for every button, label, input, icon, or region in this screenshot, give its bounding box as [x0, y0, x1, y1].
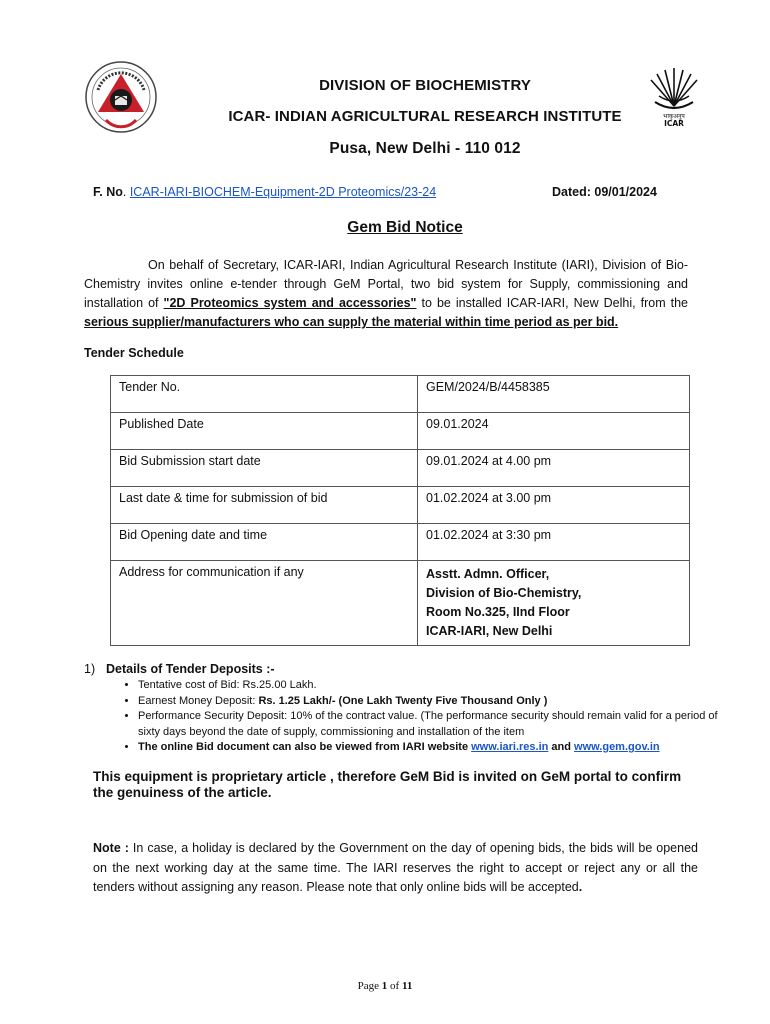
deposits-list	[120, 678, 718, 756]
table-cell-value: 09.01.2024 at 4.00 pm	[418, 450, 690, 487]
dated: Dated: 09/01/2024	[552, 185, 657, 199]
intro-text-2: to be installed ICAR-IARI, New Delhi, from the	[416, 296, 689, 310]
table-cell-key: Published Date	[111, 413, 418, 450]
file-number-link[interactable]: ICAR-IARI-BIOCHEM-Equipment-2D Proteomics/23-24	[129, 185, 437, 199]
file-number	[93, 185, 436, 199]
address-line: Asstt. Admn. Officer,	[426, 567, 550, 581]
performance-security: Performance Security Deposit: 10% of the contract value. (The performance security should remain valid for a period of sixty days beyond the date of supply, commissioning and installation of the item	[138, 710, 718, 738]
page-number: 1	[381, 980, 388, 992]
note-end: .	[578, 880, 583, 894]
tender-schedule-label: Tender Schedule	[84, 346, 184, 360]
note-paragraph	[93, 839, 698, 898]
page-of: of	[387, 980, 402, 992]
emd-label: Earnest Money Deposit:	[138, 694, 259, 707]
file-number-label: F. No	[93, 185, 123, 199]
table-cell-key: Bid Opening date and time	[111, 524, 418, 561]
division-title: DIVISION OF BIOCHEMISTRY	[319, 77, 531, 94]
tender-schedule-table	[110, 375, 690, 646]
and-text: and	[548, 741, 575, 753]
table-row	[111, 524, 690, 561]
list-item	[138, 709, 718, 740]
table-row	[111, 487, 690, 524]
table-cell-key: Last date & time for submission of bid	[111, 487, 418, 524]
table-row	[111, 376, 690, 413]
institute-address: Pusa, New Delhi - 110 012	[329, 140, 521, 157]
section-heading: Details of Tender Deposits :-	[106, 662, 275, 676]
section-number: 1)	[84, 662, 96, 676]
table-row	[111, 450, 690, 487]
table-cell-value: GEM/2024/B/4458385	[418, 376, 690, 413]
table-cell-key: Tender No.	[111, 376, 418, 413]
address-line: Room No.325, IInd Floor	[426, 605, 570, 619]
page-total: 11	[401, 980, 413, 992]
note-text: In case, a holiday is declared by the Government on the day of opening bids, the bids will be opened on the next working day at the same time. The IARI reserves the right to accept or reject any or all the tenders without assigning any reason. Please note that only online bids will be accepted	[93, 841, 698, 894]
svg-text:ICAR: ICAR	[664, 119, 684, 128]
notice-title: Gem Bid Notice	[347, 219, 463, 236]
list-item	[138, 694, 718, 710]
table-row	[111, 561, 690, 646]
intro-text-1: On behalf of Secretary, ICAR-IARI, Indian Agricultural Research Institute (IARI), Division of Bio-Chemistry invites online e-tender through GeM Portal, two bid system for Supply, commissioning and installation of	[84, 258, 688, 310]
address-line: Division of Bio-Chemistry,	[426, 586, 582, 600]
table-row	[111, 413, 690, 450]
note-label: Note :	[93, 841, 129, 855]
list-item	[138, 678, 718, 694]
page-footer	[0, 980, 770, 992]
bid-document-text: The online Bid document can also be viewed from IARI website	[138, 741, 472, 753]
bid-cost: Tentative cost of Bid: Rs.25.00 Lakh.	[138, 679, 317, 691]
iari-website-link[interactable]: www.iari.res.in	[471, 741, 549, 753]
file-number-sep: .	[122, 185, 127, 199]
emd-amount: Rs. 1.25 Lakh/- (One Lakh Twenty Five Thousand Only )	[258, 694, 548, 707]
deposits-heading	[84, 662, 275, 676]
page-label: Page	[357, 980, 382, 992]
intro-paragraph	[84, 256, 688, 332]
institute-title: ICAR- INDIAN AGRICULTURAL RESEARCH INSTITUTE	[228, 108, 622, 125]
table-cell-value: 01.02.2024 at 3.00 pm	[418, 487, 690, 524]
table-cell-value: 09.01.2024	[418, 413, 690, 450]
list-item	[138, 740, 718, 756]
table-cell-value: 01.02.2024 at 3:30 pm	[418, 524, 690, 561]
address-line: ICAR-IARI, New Delhi	[426, 624, 553, 638]
intro-item-name: "2D Proteomics system and accessories"	[163, 296, 417, 310]
gem-website-link[interactable]: www.gem.gov.in	[574, 741, 660, 753]
intro-supplier-clause: serious supplier/manufacturers who can supply the material within time period as per bid.	[84, 315, 619, 329]
table-cell-key: Address for communication if any	[111, 561, 418, 646]
table-cell-address	[418, 561, 690, 646]
proprietary-statement: This equipment is proprietary article , therefore GeM Bid is invited on GeM portal to confirm the genuiness of the article.	[93, 769, 682, 800]
svg-text:भाकृअनुप: भाकृअनुप	[663, 113, 685, 120]
table-cell-key: Bid Submission start date	[111, 450, 418, 487]
